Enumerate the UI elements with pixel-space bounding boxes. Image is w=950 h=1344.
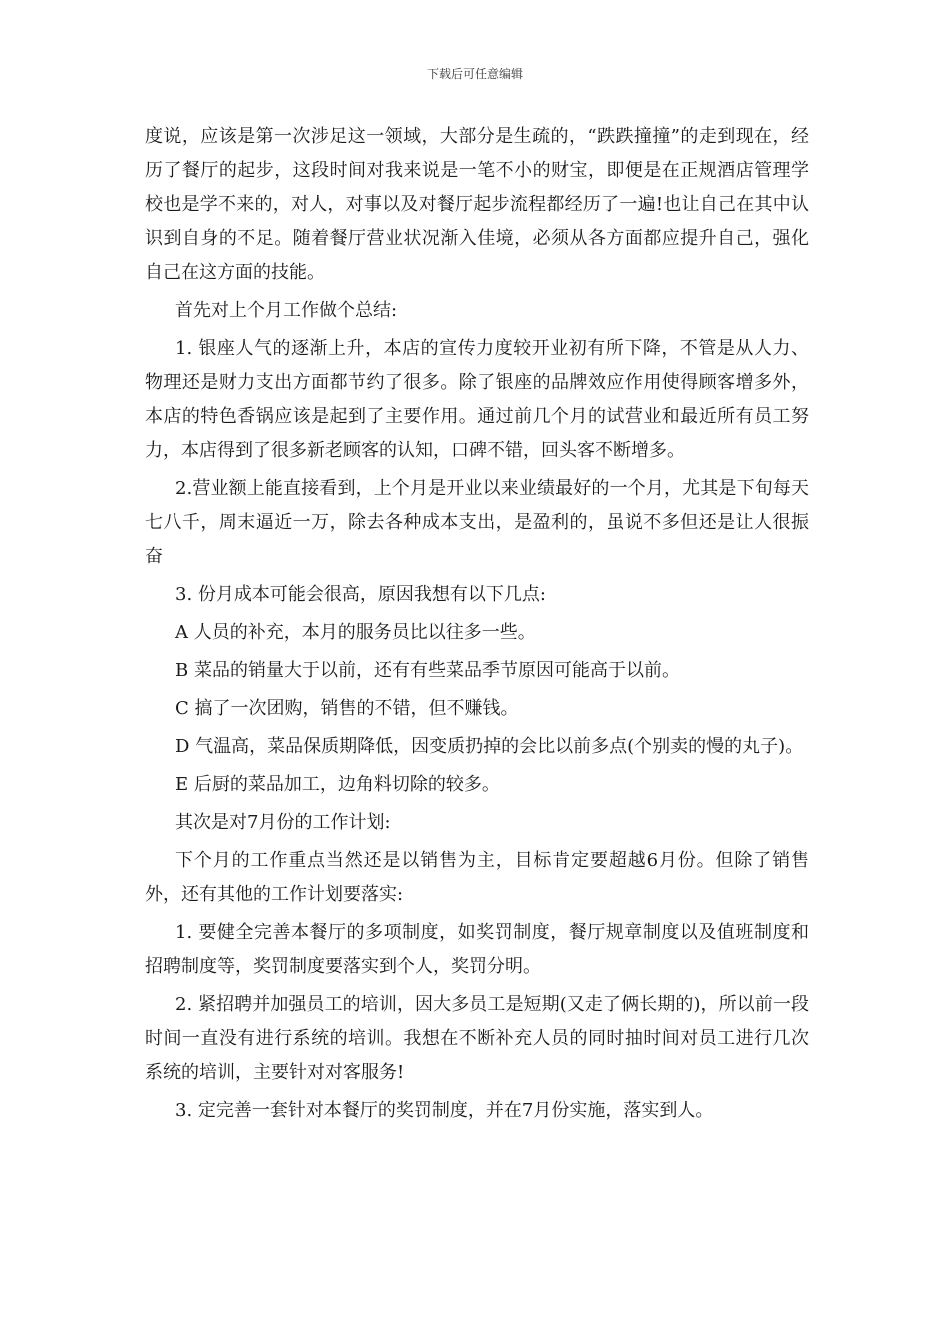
paragraph-reason-b: B 菜品的销量大于以前，还有有些菜品季节原因可能高于以前。 xyxy=(175,660,680,681)
document-body xyxy=(145,120,809,1128)
paragraph-reason-c: C 搞了一次团购，销售的不错，但不赚钱。 xyxy=(175,698,519,719)
paragraph-reason-d: D 气温高，菜品保质期降低，因变质扔掉的会比以前多点(个别卖的慢的丸子)。 xyxy=(175,736,804,757)
paragraph-summary-item-2: 2.营业额上能直接看到，上个月是开业以来业绩最好的一个月，尤其是下旬每天七八千，周末逼近一万，除去各种成本支出，是盈利的，虽说不多但还是让人很振奋 xyxy=(145,478,809,567)
paragraph-reason-a: A 人员的补充，本月的服务员比以往多一些。 xyxy=(175,622,536,643)
paragraph-plan-item-3: 3. 定完善一套针对本餐厅的奖罚制度，并在7月份实施，落实到人。 xyxy=(175,1100,714,1121)
paragraph-summary-item-1: 1. 银座人气的逐渐上升，本店的宣传力度较开业初有所下降，不管是从人力、物理还是财力支出方面都节约了很多。除了银座的品牌效应作用使得顾客增多外，本店的特色香锅应该是起到了主要作用。通过前几个月的试营业和最近所有员工努力，本店得到了很多新老顾客的认知，口碑不错，回头客不断增多。 xyxy=(145,338,809,461)
paragraph-reason-e: E 后厨的菜品加工，边角料切除的较多。 xyxy=(175,774,500,795)
paragraph-intro: 度说，应该是第一次涉足这一领域，大部分是生疏的，“跌跌撞撞”的走到现在，经历了餐厅的起步，这段时间对我来说是一笔不小的财宝，即便是在正规酒店管理学校也是学不来的，对人，对事以及对餐厅起步流程都经历了一遍!也让自己在其中认识到自身的不足。随着餐厅营业状况渐入佳境，必须从各方面都应提升自己，强化自己在这方面的技能。 xyxy=(145,126,809,283)
paragraph-summary-heading: 首先对上个月工作做个总结: xyxy=(175,300,398,321)
paragraph-plan-intro: 下个月的工作重点当然还是以销售为主，目标肯定要超越6月份。但除了销售外，还有其他的工作计划要落实: xyxy=(145,850,809,905)
paragraph-plan-item-2: 2. 紧招聘并加强员工的培训，因大多员工是短期(又走了俩长期的)，所以前一段时间一直没有进行系统的培训。我想在不断补充人员的同时抽时间对员工进行几次系统的培训，主要针对对客服务! xyxy=(145,994,809,1083)
paragraph-plan-heading: 其次是对7月份的工作计划: xyxy=(175,812,391,833)
paragraph-summary-item-3: 3. 份月成本可能会很高，原因我想有以下几点: xyxy=(175,584,546,605)
page-header: 下载后可任意编辑 xyxy=(426,67,523,81)
paragraph-plan-item-1: 1. 要健全完善本餐厅的多项制度，如奖罚制度，餐厅规章制度以及值班制度和招聘制度等，奖罚制度要落实到个人，奖罚分明。 xyxy=(145,922,809,977)
